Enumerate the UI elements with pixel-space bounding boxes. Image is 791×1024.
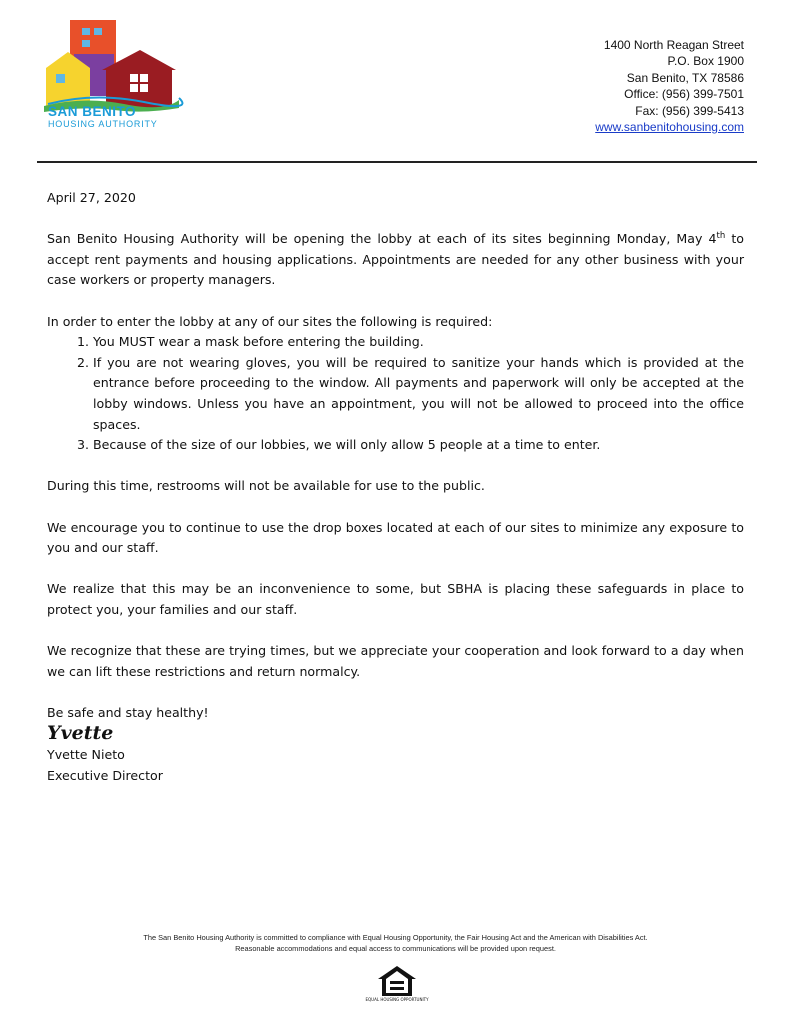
paragraph-drop-boxes: We encourage you to continue to use the drop boxes located at each of our sites to minimize any exposure to you and our staff. (47, 519, 744, 556)
paragraph-restrooms: During this time, restrooms will not be available for use to the public. (47, 478, 485, 494)
paragraph-lobby-opening (47, 229, 744, 291)
logo-text-subtitle: HOUSING AUTHORITY (48, 119, 158, 129)
letter-body (47, 188, 744, 787)
street-address: 1400 North Reagan Street (603, 38, 744, 52)
date-ordinal-suffix: th (716, 231, 726, 241)
po-box: P.O. Box 1900 (667, 54, 744, 69)
list-item: 2. If you are not wearing gloves, you will be required to sanitize your hands which is provided at the entrance before proceeding to the window. All payments and paperwork will only be accepted at the lobby windows. Unless you have an appointment, you will not be allowed to proceed into the office spaces. (93, 353, 744, 435)
signature: Yvette (47, 722, 114, 745)
letter-date: April 27, 2020 (47, 190, 136, 205)
requirements-list (47, 332, 744, 456)
footer-notice (0, 932, 791, 954)
lobby-opening-text-1: San Benito Housing Authority will be opening the lobby at each of its sites beginning Monday, May 4 (47, 231, 717, 247)
requirements-intro: In order to enter the lobby at any of our sites the following is required: (47, 313, 493, 329)
lobby-opening-text-2: to accept rent payments and housing applications. Appointments are needed for any other business with your case workers or property managers. (47, 231, 744, 288)
header-divider (37, 161, 757, 163)
paragraph-trying-times: We recognize that these are trying times, but we appreciate your cooperation and look forward to a day when we can lift these restrictions and return normalcy. (47, 643, 744, 679)
website-link[interactable]: www.sanbenitohousing.com (595, 120, 744, 135)
fax-number: Fax: (956) 399-5413 (635, 103, 744, 118)
office-phone: Office: (956) 399-7501 (624, 87, 744, 102)
address-block (595, 37, 744, 135)
list-item: 1. You MUST wear a mask before entering the building. (93, 332, 744, 353)
paragraph-inconvenience: We realize that this may be an inconvenience to some, but SBHA is placing these safeguards in place to protect you, your families and our staff. (47, 581, 744, 617)
equal-housing-icon (365, 964, 429, 1008)
logo-text-name: SAN BENITO (48, 104, 137, 119)
signer-title: Executive Director (47, 768, 163, 784)
list-item: 3. Because of the size of our lobbies, we will only allow 5 people at a time to enter. (93, 435, 744, 456)
signer-name: Yvette Nieto (47, 747, 125, 763)
eho-label: EQUAL HOUSING OPPORTUNITY (365, 997, 429, 1002)
city-state-zip: San Benito, TX 78586 (626, 70, 744, 85)
closing-line: Be safe and stay healthy! (47, 704, 209, 720)
footer-line-compliance: The San Benito Housing Authority is committed to compliance with Equal Housing Opportunity, the Fair Housing Act and the American with Disabilities Act. (143, 933, 648, 942)
footer-line-accommodations: Reasonable accommodations and equal access to communications will be provided upon request. (235, 944, 556, 953)
